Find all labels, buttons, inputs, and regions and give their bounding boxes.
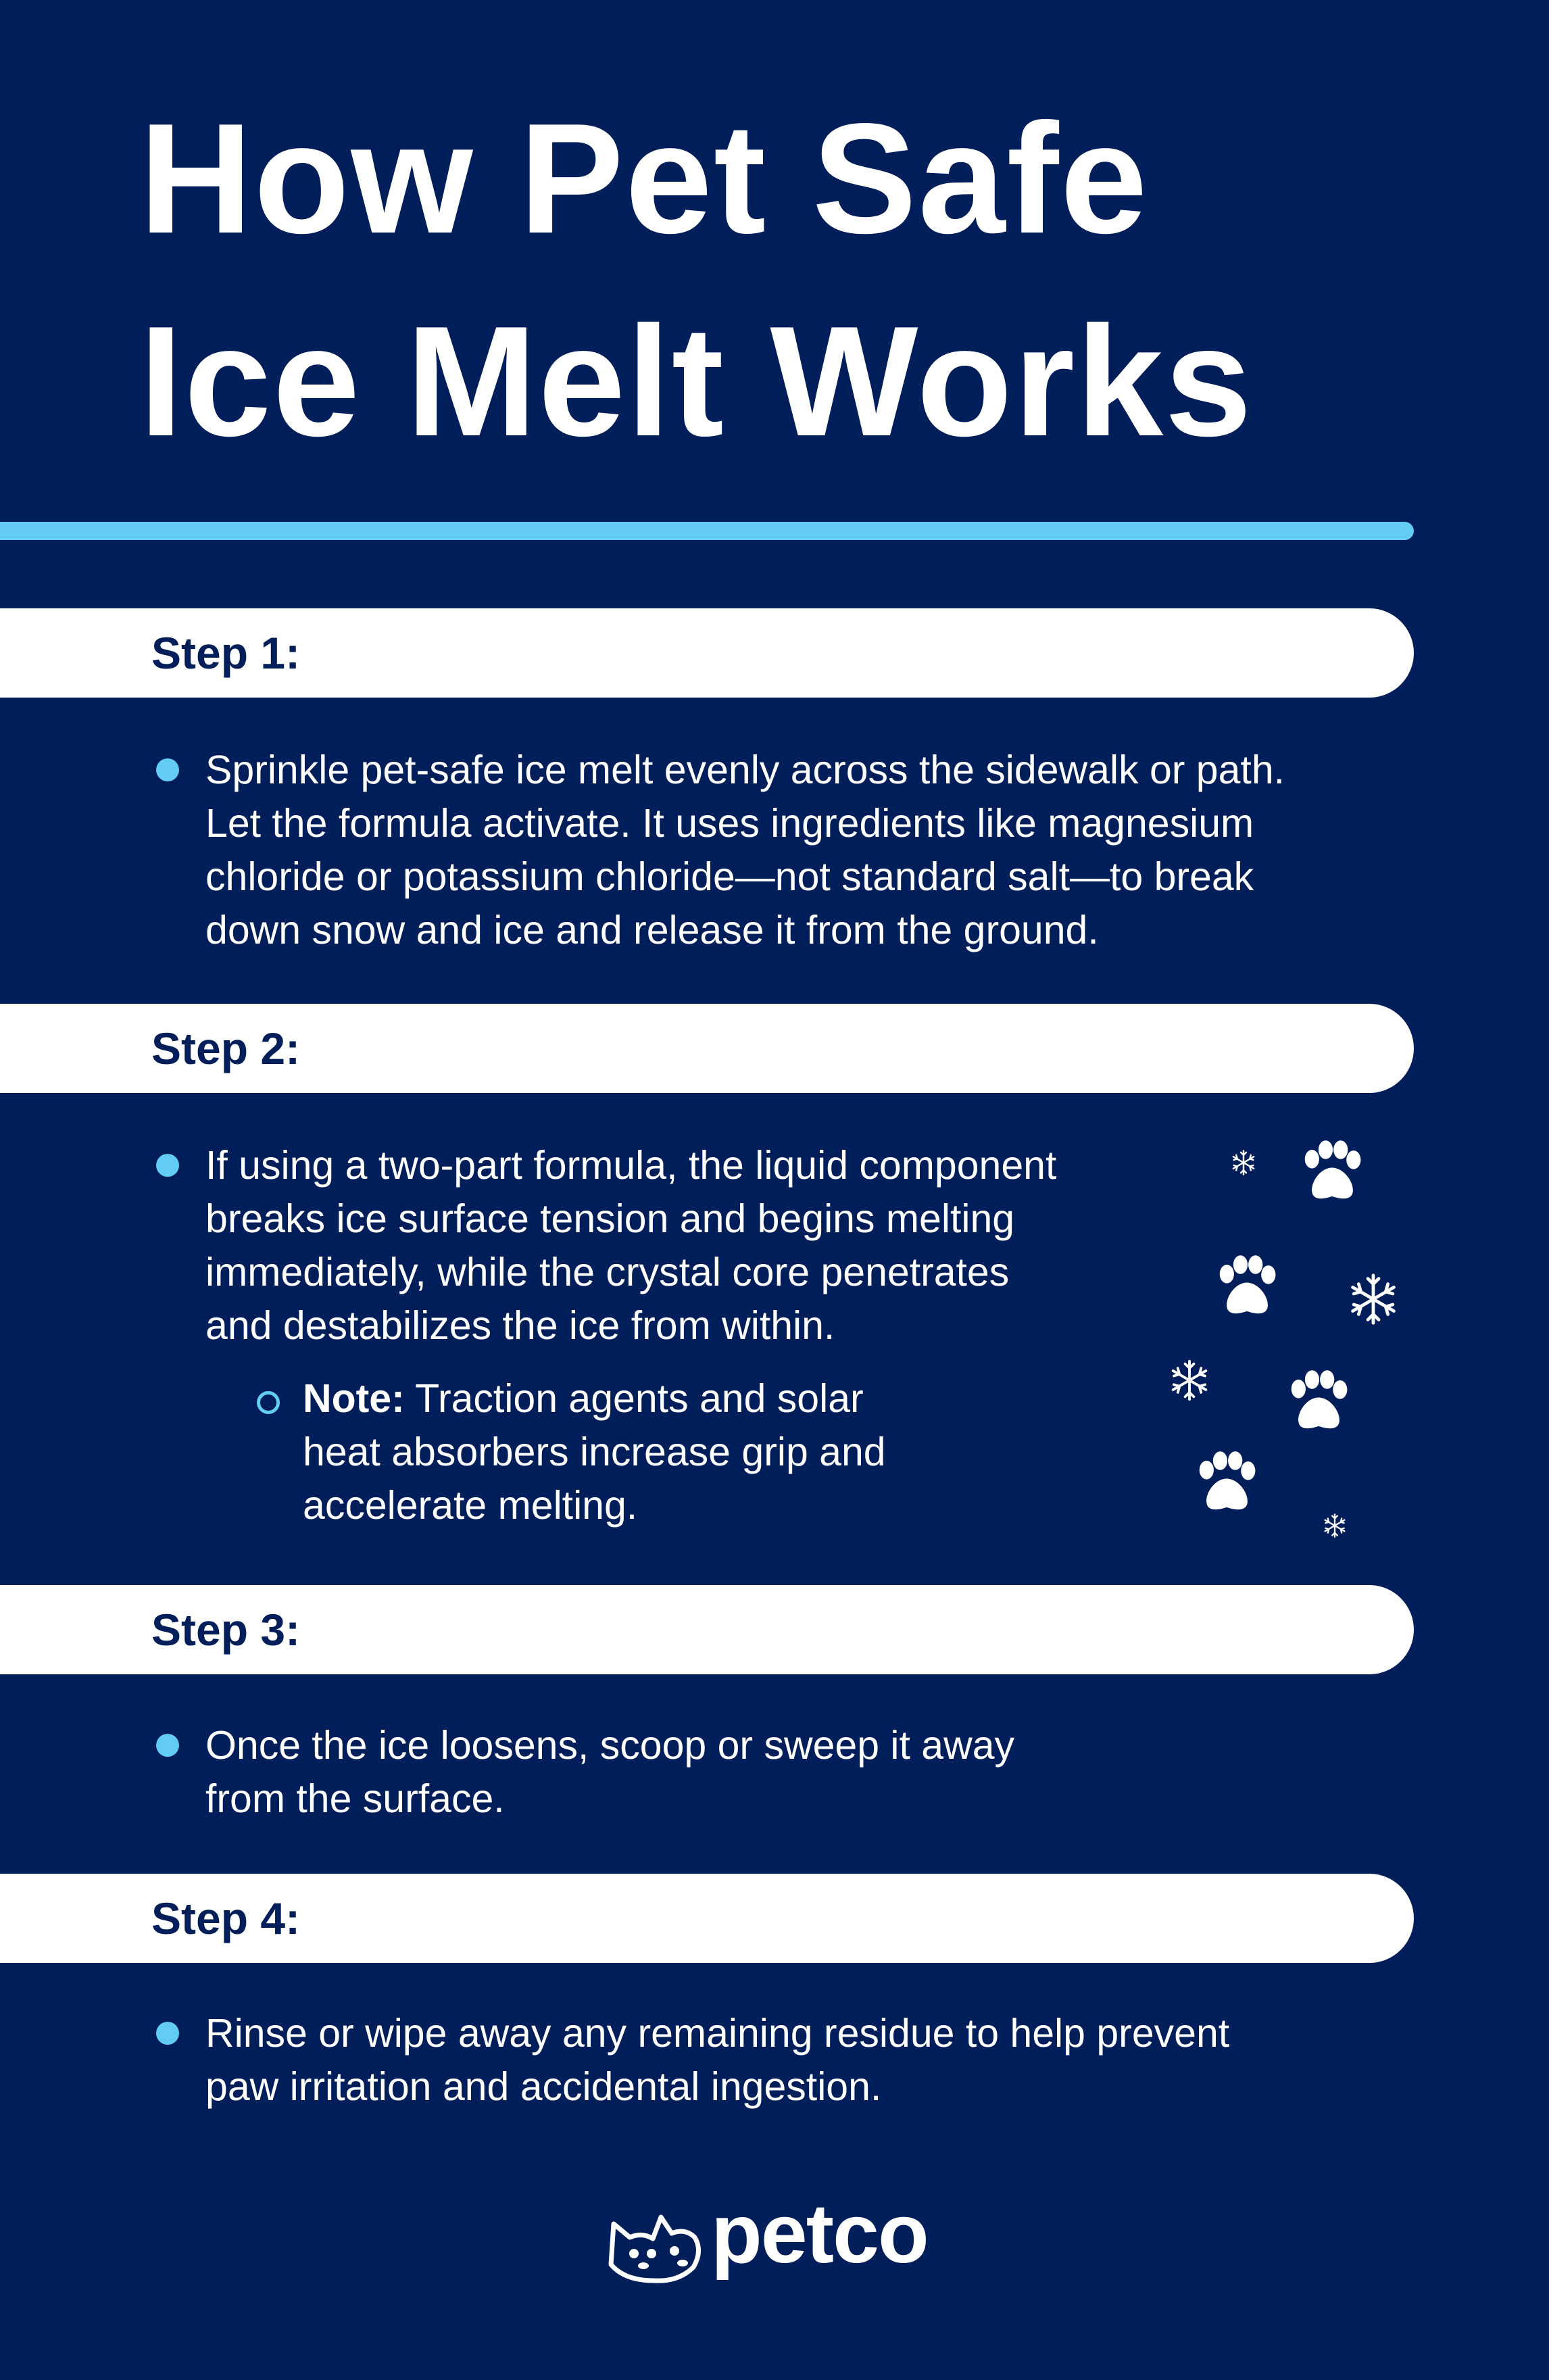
page-title bbox=[139, 78, 1253, 483]
step-1-bullet-icon bbox=[156, 758, 179, 781]
step-2-label: Step 2: bbox=[151, 1023, 301, 1073]
note-line: Traction agents and solar bbox=[404, 1376, 864, 1421]
step-1-text bbox=[205, 744, 1285, 957]
step-2-line: and destabilizes the ice from within. bbox=[205, 1303, 835, 1348]
step-4-header bbox=[0, 1874, 1414, 1963]
petco-logo bbox=[604, 2187, 956, 2285]
snowflake-icon bbox=[1168, 1359, 1211, 1402]
step-2-header bbox=[0, 1004, 1414, 1093]
step-2-line: breaks ice surface tension and begins melting bbox=[205, 1196, 1015, 1241]
step-2-line: immediately, while the crystal core penetrates bbox=[205, 1250, 1010, 1294]
step-2-bullet-icon bbox=[156, 1154, 179, 1177]
step-3-bullet-icon bbox=[156, 1734, 179, 1757]
step-3-label: Step 3: bbox=[151, 1605, 301, 1655]
note-label: Note: bbox=[303, 1376, 405, 1421]
title-line-2: Ice Melt Works bbox=[139, 294, 1254, 469]
snowflake-icon bbox=[1322, 1513, 1348, 1538]
snowflake-icon bbox=[1230, 1149, 1257, 1176]
step-1-line: chloride or potassium chloride—not standard salt—to break bbox=[205, 854, 1254, 899]
note-line: accelerate melting. bbox=[303, 1483, 638, 1528]
brand-name: petco bbox=[711, 2187, 928, 2281]
paw-print-icon bbox=[1296, 1136, 1368, 1211]
step-3-line: Once the ice loosens, scoop or sweep it away bbox=[205, 1723, 1015, 1768]
step-1-line: Sprinkle pet-safe ice melt evenly across the sidewalk or path. bbox=[205, 748, 1285, 792]
step-2-text bbox=[205, 1139, 1056, 1353]
paw-print-icon bbox=[1211, 1250, 1283, 1326]
step-1-line: Let the formula activate. It uses ingredients like magnesium bbox=[205, 801, 1254, 846]
step-1-label: Step 1: bbox=[151, 628, 301, 678]
step-2-line: If using a two-part formula, the liquid component bbox=[205, 1143, 1057, 1188]
step-4-line: paw irritation and accidental ingestion. bbox=[205, 2064, 882, 2109]
note-line: heat absorbers increase grip and bbox=[303, 1430, 886, 1474]
step-1-line: down snow and ice and release it from the ground. bbox=[205, 908, 1099, 952]
paw-print-icon bbox=[1283, 1365, 1354, 1441]
step-4-text bbox=[205, 2007, 1229, 2114]
step-3-text bbox=[205, 1719, 1014, 1826]
note-bullet-icon bbox=[257, 1391, 280, 1414]
accent-divider bbox=[0, 522, 1414, 540]
step-3-header bbox=[0, 1585, 1414, 1674]
step-1-header bbox=[0, 608, 1414, 698]
paw-print-icon bbox=[1191, 1447, 1262, 1522]
step-2-note bbox=[303, 1372, 979, 1532]
cat-dog-logo-icon bbox=[604, 2197, 704, 2285]
snowflake-icon bbox=[1346, 1272, 1400, 1326]
step-4-line: Rinse or wipe away any remaining residue to help prevent bbox=[205, 2011, 1230, 2056]
step-4-bullet-icon bbox=[156, 2022, 179, 2045]
title-line-1: How Pet Safe bbox=[139, 91, 1149, 266]
step-3-line: from the surface. bbox=[205, 1776, 505, 1821]
step-4-label: Step 4: bbox=[151, 1893, 301, 1943]
